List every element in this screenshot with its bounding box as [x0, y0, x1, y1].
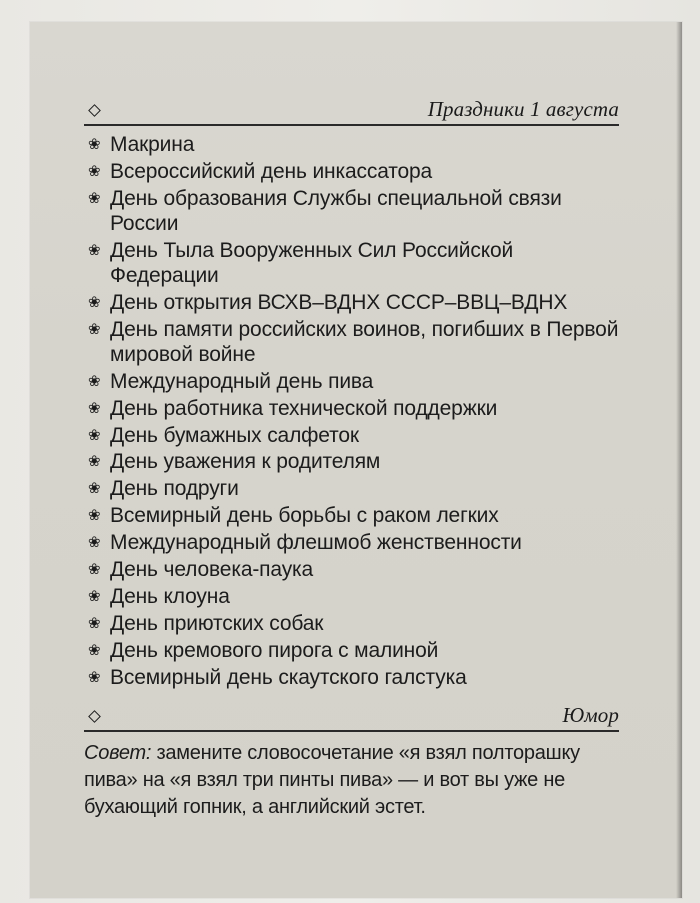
clipping-content: [84, 90, 619, 821]
holiday-text: День Тыла Вооруженных Сил Российской Федерации: [110, 238, 514, 287]
holiday-list: [84, 132, 619, 690]
flower-icon: ❀: [88, 320, 101, 338]
advice-label: Совет:: [84, 741, 152, 764]
humor-title: Юмор: [562, 702, 619, 727]
flower-icon: ❀: [88, 162, 101, 180]
holiday-text: День клоуна: [110, 585, 230, 609]
holiday-item: [84, 449, 619, 474]
holiday-text: День подруги: [110, 477, 239, 501]
holidays-header: [84, 90, 619, 126]
holiday-item: [84, 238, 619, 288]
holiday-text: День приютских собак: [110, 612, 324, 636]
holiday-text: День открытия ВСХВ–ВДНХ СССР–ВВЦ–ВДНХ: [110, 290, 568, 314]
holiday-text: Международный флешмоб женственности: [110, 531, 522, 555]
diamond-icon: [88, 104, 101, 117]
holiday-item: [84, 396, 619, 421]
flower-icon: ❀: [88, 399, 101, 417]
holiday-text: День уважения к родителям: [110, 450, 381, 474]
holiday-item: [84, 186, 619, 236]
holiday-item: [84, 369, 619, 394]
holiday-item: [84, 530, 619, 555]
holiday-text: День работника технической поддержки: [110, 396, 498, 420]
diamond-icon: [88, 710, 101, 723]
flower-icon: ❀: [88, 372, 101, 390]
humor-text: [84, 740, 619, 821]
holidays-title: Праздники 1 августа: [427, 97, 619, 121]
flower-icon: ❀: [88, 189, 101, 207]
flower-icon: ❀: [88, 293, 101, 311]
holiday-item: [84, 611, 619, 636]
holiday-item: [84, 584, 619, 609]
holiday-item: [84, 159, 619, 184]
flower-icon: ❀: [88, 426, 101, 444]
flower-icon: ❀: [88, 507, 101, 525]
holiday-item: [84, 557, 619, 582]
flower-icon: ❀: [88, 534, 101, 552]
flower-icon: ❀: [88, 588, 101, 606]
holiday-item: [84, 638, 619, 663]
holiday-item: [84, 290, 619, 315]
holiday-text: День образования Службы специальной связи России: [110, 186, 562, 235]
flower-icon: ❀: [88, 136, 101, 153]
holiday-item: [84, 503, 619, 528]
holiday-item: [84, 423, 619, 448]
flower-icon: ❀: [88, 642, 101, 659]
holiday-text: Всемирный день борьбы с раком легких: [110, 504, 499, 528]
flower-icon: ❀: [88, 241, 101, 259]
flower-icon: ❀: [88, 480, 101, 498]
holiday-text: Международный день пива: [110, 369, 374, 393]
holiday-item: [84, 476, 619, 501]
holiday-text: День бумажных салфеток: [110, 423, 359, 447]
flower-icon: ❀: [88, 668, 101, 686]
holiday-item: [84, 665, 619, 690]
flower-icon: ❀: [88, 615, 101, 633]
holiday-item: [84, 132, 619, 157]
flower-icon: ❀: [88, 453, 101, 471]
holiday-item: [84, 317, 619, 367]
holiday-text: Всероссийский день инкассатора: [110, 159, 433, 183]
paper-edge-shadow: [676, 22, 682, 898]
holiday-text: Всемирный день скаутского галстука: [110, 665, 467, 689]
holiday-text: День человека-паука: [110, 558, 314, 582]
holiday-text: Макрина: [110, 133, 195, 156]
humor-header: [84, 700, 619, 732]
flower-icon: ❀: [88, 561, 101, 579]
holiday-text: День памяти российских воинов, погибших в Первой мировой войне: [110, 317, 619, 366]
advice-body: замените словосочетание «я взял полторашку пива» на «я взял три пинты пива» — и вот вы уже не бухающий гопник, а английский эстет.: [84, 741, 580, 818]
holiday-text: День кремового пирога с малиной: [110, 639, 439, 662]
